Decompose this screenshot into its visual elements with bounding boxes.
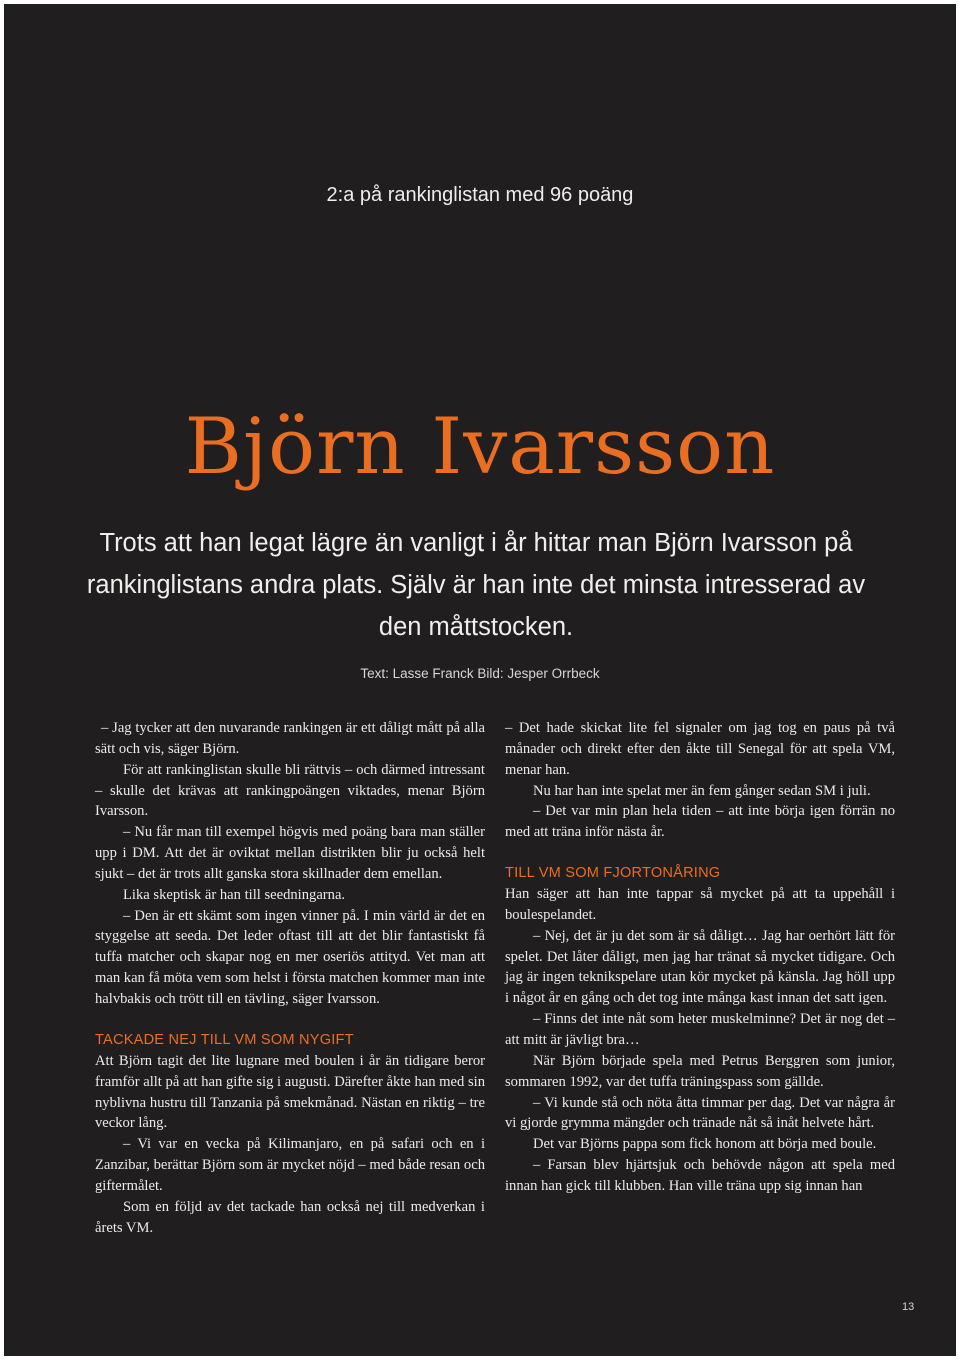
byline: Text: Lasse Franck Bild: Jesper Orrbeck	[360, 666, 600, 681]
magazine-page	[4, 4, 956, 1356]
paragraph: – Finns det inte nåt som heter muskelminne? Det är nog det – att mitt är jävligt bra…	[505, 1011, 895, 1048]
paragraph: – Det hade skickat lite fel signaler om jag tog en paus på två månader och direkt efter den åkte till Senegal för att spela VM, menar han.	[505, 720, 895, 778]
paragraph: Han säger att han inte tappar så mycket på att ta uppehåll i boulespelandet.	[505, 886, 895, 923]
paragraph: Det var Björns pappa som fick honom att börja med boule.	[533, 1136, 877, 1153]
paragraph: När Björn började spela med Petrus Berggren som junior, sommaren 1992, var det tuffa träningspass som gällde.	[505, 1052, 895, 1090]
paragraph: – Farsan blev hjärtsjuk och behövde någon att spela med innan han gick till klubben. Han ville träna upp sig innan han	[505, 1157, 895, 1194]
paragraph: – Nu får man till exempel högvis med poäng bara man ställer upp i DM. Att det är oviktat mellan distrikten blir ju också helt sjukt – det är trots allt ganska stora skillnader dem emellan.	[95, 824, 485, 882]
left-column	[95, 718, 485, 1238]
paragraph: Nu har han inte spelat mer än fem gånger sedan SM i juli.	[533, 782, 871, 799]
lead-paragraph: Trots att han legat lägre än vanligt i år hittar man Björn Ivarsson på rankinglistans andra plats. Själv är han inte det minsta intresserad av den måttstocken.	[86, 529, 866, 641]
paragraph: Som en följd av det tackade han också nej till medverkan i årets VM.	[95, 1198, 485, 1236]
paragraph: För att rankinglistan skulle bli rättvis – och därmed intressant – skulle det krävas att rankingpoängen viktades, menar Björn Ivarsson.	[95, 761, 485, 820]
paragraph: Att Björn tagit det lite lugnare med boulen i år än tidigare beror framför allt på att han gifte sig i augusti. Därefter åkte han med sin nyblivna hustru till Tanzania på smekmånad. Nästan en riktig – tre veckor lång.	[95, 1052, 485, 1132]
paragraph: – Jag tycker att den nuvarande rankingen är ett dåligt mått på alla sätt och vis, säger Björn.	[95, 720, 485, 757]
section-heading: TILL VM SOM FJORTONÅRING	[505, 865, 721, 882]
paragraph: Lika skeptisk är han till seedningarna.	[123, 886, 346, 903]
right-column	[505, 718, 895, 1197]
paragraph: – Nej, det är ju det som är så dåligt… Jag har oerhört lätt för spelet. Det låter dåligt, men jag har tränat så mycket tidigare. Och jag är ingen teknikspelare utan kör mycket på känsla. Jag höll upp i något år en gång och det tog inte många kast innan det satt igen.	[505, 927, 895, 1007]
paragraph: – Det var min plan hela tiden – att inte börja igen förrän no med att träna inför nästa år.	[505, 803, 895, 841]
section-heading: TACKADE NEJ TILL VM SOM NYGIFT	[95, 1031, 354, 1048]
paragraph: – Vi kunde stå och nöta åtta timmar per dag. Det var några år vi gjorde grymma mängder och tränade nåt så inåt helvete hårt.	[505, 1094, 895, 1132]
article-title: Björn Ivarsson	[184, 402, 776, 492]
paragraph: – Vi var en vecka på Kilimanjaro, en på safari och en i Zanzibar, berättar Björn som är mycket nöjd – med både resan och giftermålet.	[95, 1136, 485, 1194]
paragraph: – Den är ett skämt som ingen vinner på. I min värld är det en styggelse att seeda. Det leder oftast till att det blir fantastiskt få tuffa matcher och skapar nog en mer oseriös attityd. Vet man att man kan få möta vem som helst i första matchen kommer man inte halvbakis och trött till en tävling, säger Ivarsson.	[95, 907, 485, 1007]
kicker: 2:a på rankinglistan med 96 poäng	[326, 184, 634, 206]
page-number: 13	[902, 1301, 915, 1313]
